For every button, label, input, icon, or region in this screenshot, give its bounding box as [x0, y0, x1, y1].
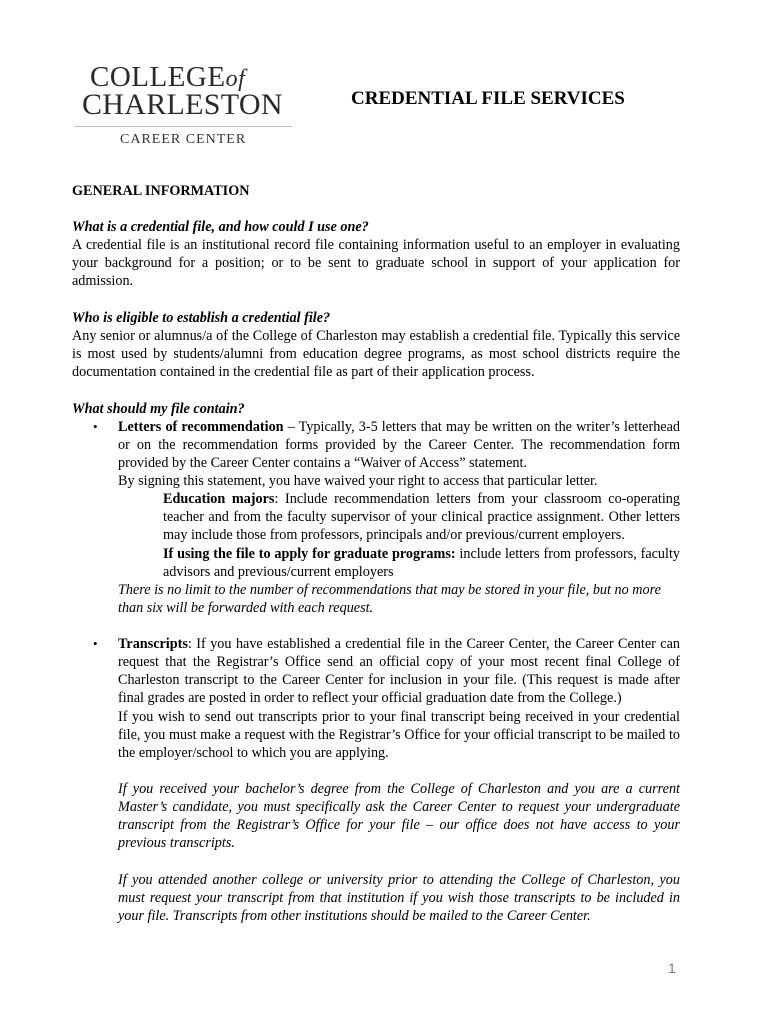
graduate-programs-text: include letters from professors, faculty advisors and previous/current employers — [163, 546, 680, 580]
transcripts-text: : If you have established a credential file in the Career Center, the Career Center can request that the Registrar’s Office send an official copy of your most recent final College of Charleston transcript to the Career Center for inclusion in your file. (This request is made after final grades are posted in order to reflect your official graduation date from the College.) — [118, 636, 680, 706]
question-who-is-eligible: Who is eligible to establish a credential file? — [72, 310, 331, 326]
logo-divider — [74, 126, 292, 127]
bullet-letters: • — [93, 419, 98, 434]
question-what-is-credential-file: What is a credential file, and how could I use one? — [72, 219, 369, 235]
transcripts-prior-note: If you wish to send out transcripts prior to your final transcript being received in your credential file, you must make a request with the Registrar’s Office for your official transcript to be mailed to the employer/school to which you are applying. — [118, 709, 680, 761]
graduate-programs-note — [163, 545, 680, 581]
education-majors-label: Education majors — [163, 491, 275, 507]
logo-line-career-center: CAREER CENTER — [120, 132, 247, 147]
recommendations-limit-note: There is no limit to the number of recommendations that may be stored in your file, but no more than six will be forwarded with each request. — [118, 582, 661, 616]
logo-line-college: COLLEGEof — [90, 61, 246, 93]
answer-who-is-eligible: Any senior or alumnus/a of the College of Charleston may establish a credential file. Typically this service is most used by students/alumni from education degree programs, as most school districts require the documentation contained in the credential file as part of their application process. — [72, 328, 680, 380]
college-logo — [72, 60, 296, 156]
section-heading: GENERAL INFORMATION — [72, 183, 250, 199]
page-number: 1 — [668, 960, 676, 976]
education-majors-note — [163, 490, 680, 544]
answer-what-is-credential-file: A credential file is an institutional record file containing information useful to an employer in evaluating your background for a position; or to be sent to graduate school in support of your application for admission. — [72, 237, 680, 289]
logo-line-charleston: CHARLESTON — [82, 88, 283, 121]
transcripts-item — [118, 635, 680, 707]
education-majors-text: : Include recommendation letters from your classroom co-operating teacher and from the faculty supervisor of your clinical practice assignment. Other letters may include those from professors, principals and/or previous/current employers. — [163, 491, 680, 543]
letters-text: – Typically, 3-5 letters that may be written on the writer’s letterhead or on the recommendation forms provided by the Career Center. The recommendation form provided by the Career Center contains a “Waiver of Access” statement. — [118, 419, 680, 471]
bullet-transcripts: • — [93, 636, 98, 651]
letters-of-recommendation-item — [118, 418, 680, 472]
transcripts-label: Transcripts — [118, 636, 188, 652]
other-college-transcript-note: If you attended another college or university prior to attending the College of Charleston, you must request your transcript from that institution if you wish those transcripts to be included in your file. Transcripts from other institutions should be mailed to the Career Center. — [118, 872, 680, 924]
document-title: CREDENTIAL FILE SERVICES — [351, 88, 625, 109]
letters-label: Letters of recommendation — [118, 419, 284, 435]
bachelors-transcript-note: If you received your bachelor’s degree from the College of Charleston and you are a current Master’s candidate, you must specifically ask the Career Center to request your undergraduate transcript from the Registrar’s Office for your file – our office does not have access to your previous transcripts. — [118, 781, 680, 851]
waiver-line: By signing this statement, you have waived your right to access that particular letter. — [118, 473, 598, 489]
question-file-contents: What should my file contain? — [72, 401, 245, 417]
graduate-programs-label: If using the file to apply for graduate programs: — [163, 546, 456, 562]
